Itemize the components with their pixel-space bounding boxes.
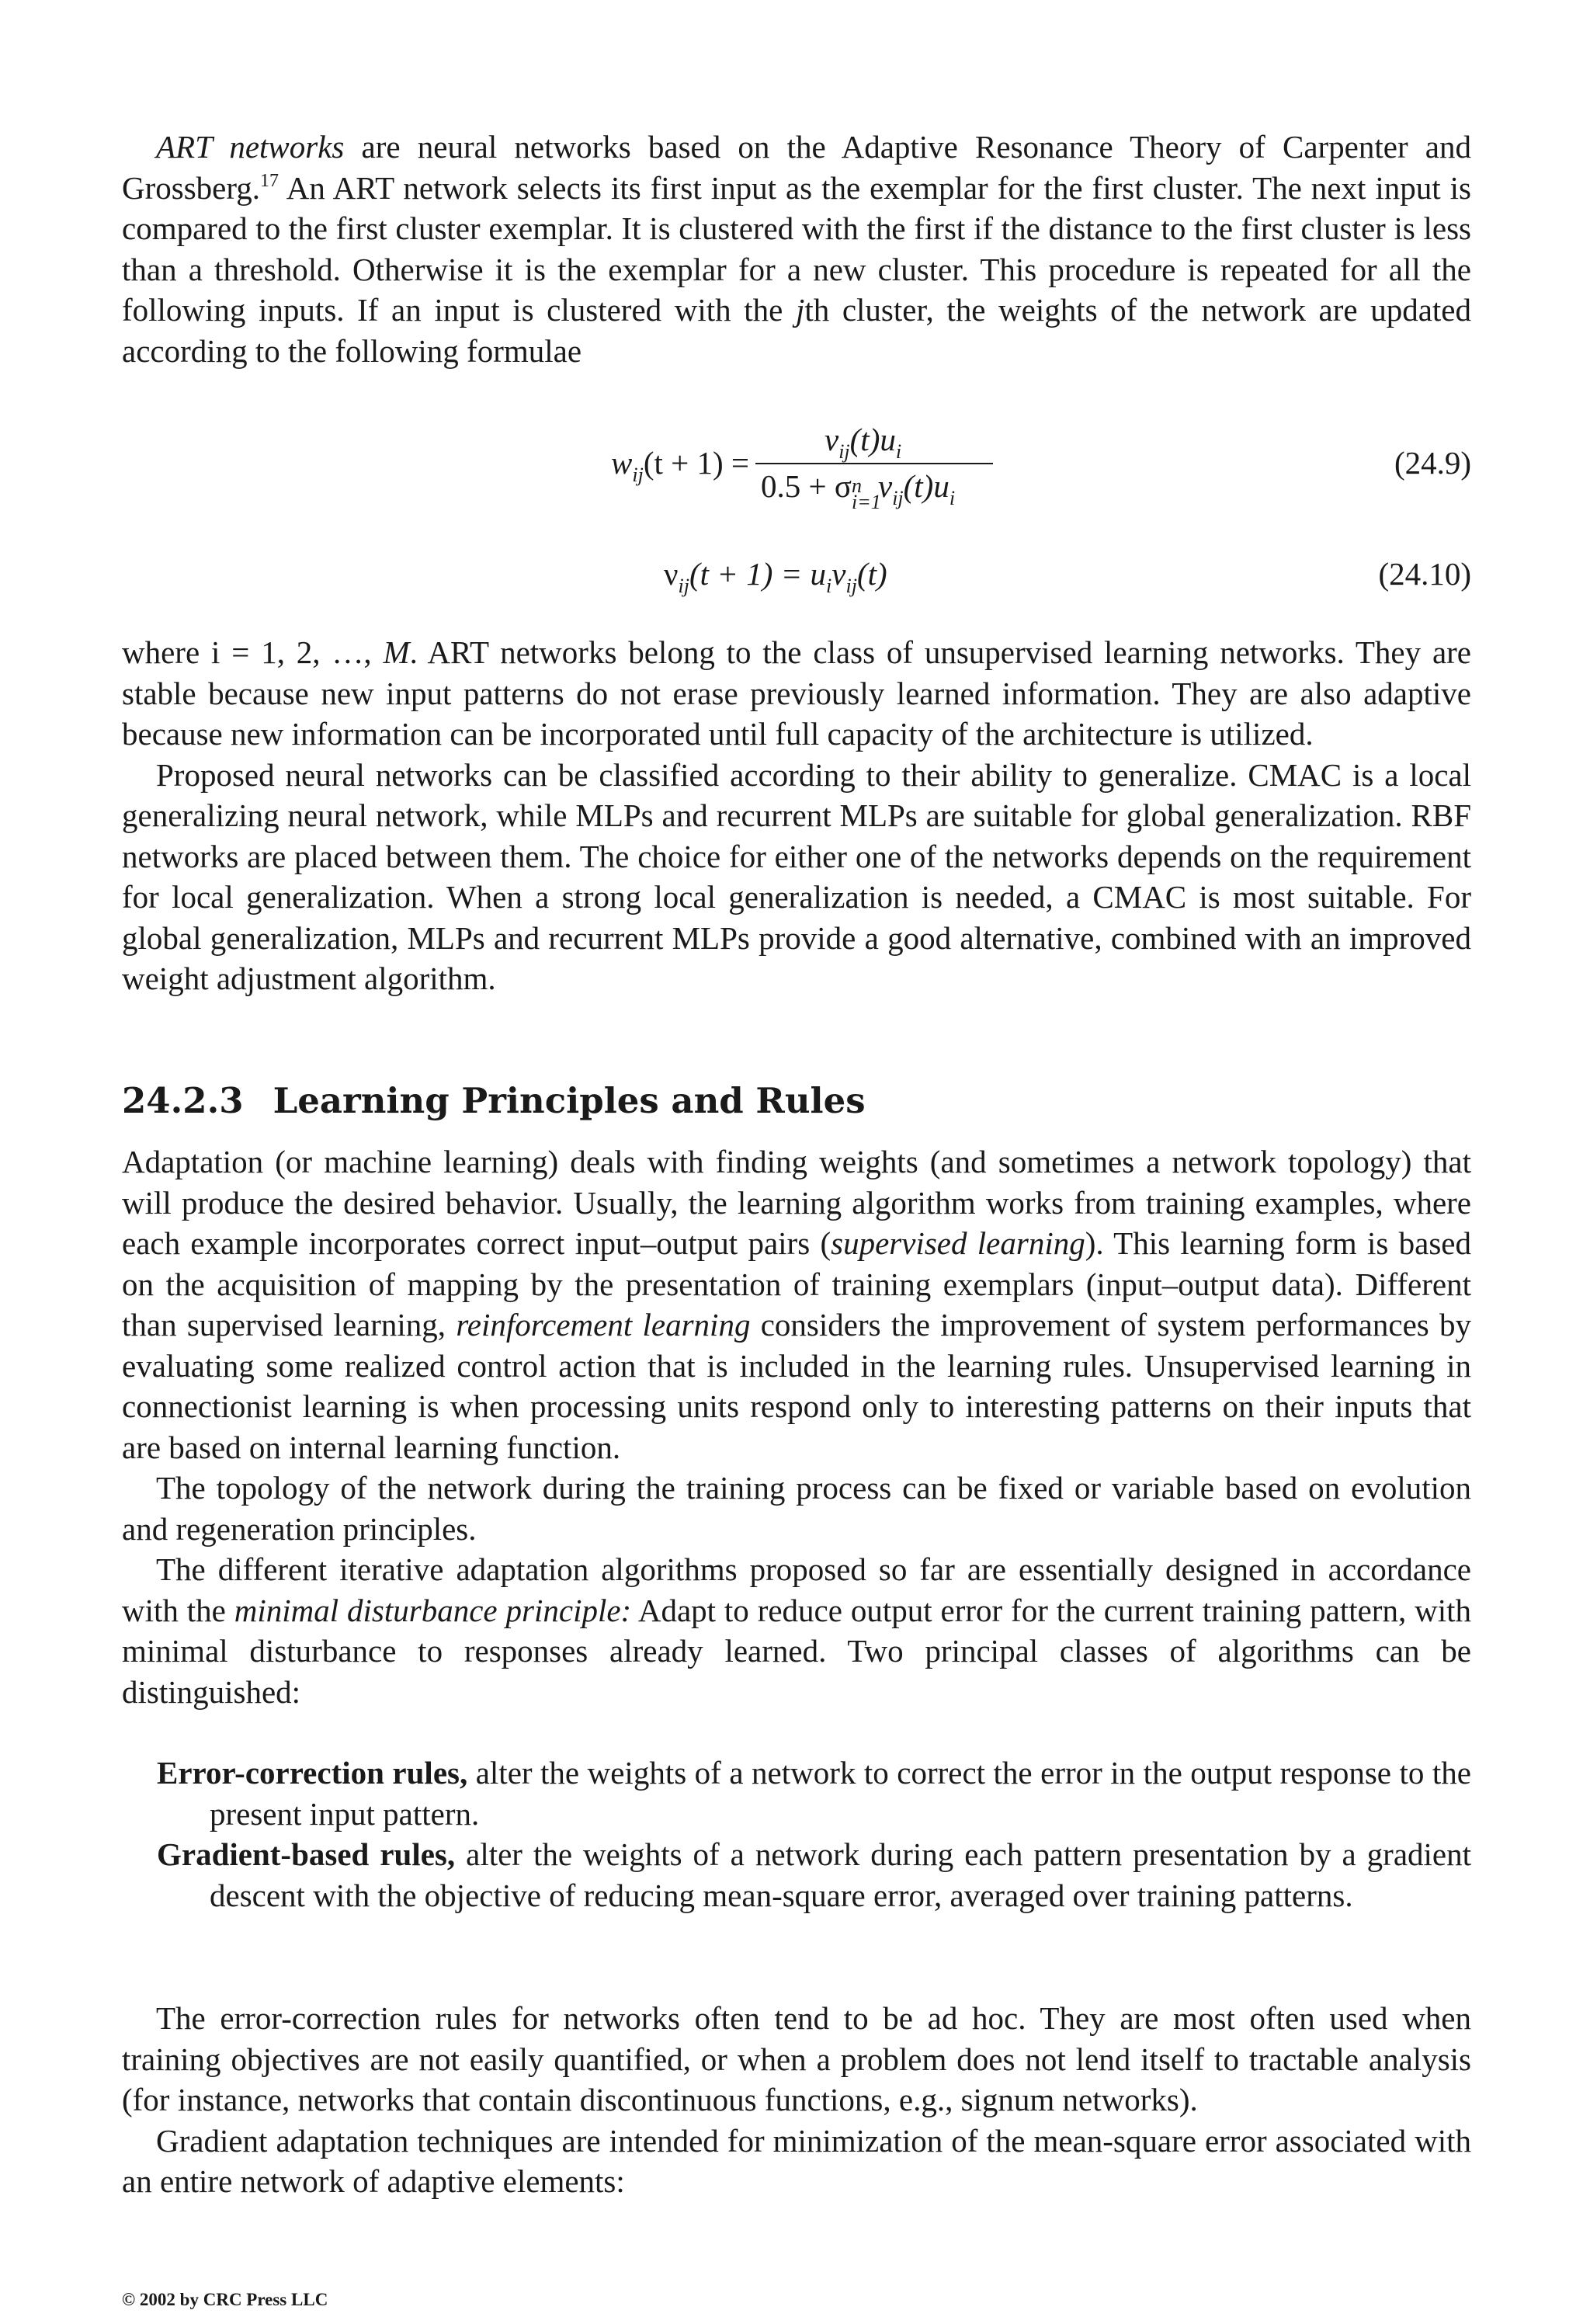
- math-subscript: i=1: [851, 491, 881, 513]
- math-subscript: ij: [845, 575, 857, 597]
- list-item: [122, 1753, 1471, 1834]
- section-number: 24.2.3: [122, 1080, 244, 1121]
- math-text: (t): [856, 556, 887, 592]
- paragraph-adaptation-algorithms: [122, 1549, 1471, 1712]
- math-symbol: ν: [664, 556, 679, 592]
- body-text-block-4: [122, 1998, 1471, 2202]
- equation-24-10: [122, 554, 1471, 597]
- text-run: th cluster, the weights of the network are updated according to the following formulae: [122, 292, 1471, 369]
- italic-term: supervised learning: [831, 1225, 1085, 1261]
- section-heading: [122, 1079, 866, 1123]
- rule-term: Error-correction rules,: [157, 1755, 468, 1791]
- math-text: (t + 1) = u: [689, 556, 827, 592]
- footnote-reference: 17: [260, 170, 279, 191]
- equation-24-9: [122, 419, 1471, 513]
- math-symbol: v: [831, 556, 846, 592]
- paragraph-gradient: Gradient adaptation techniques are intended for minimization of the mean-square error associated with an entire network of adaptive elements:: [122, 2122, 1471, 2199]
- rule-term: Gradient-based rules,: [157, 1836, 456, 1872]
- paragraph-where: [122, 632, 1471, 755]
- math-subscript: ij: [838, 440, 850, 463]
- body-text-block-1: [122, 127, 1471, 371]
- text-run: Adaptation (or machine learning) deals with finding weights (and sometimes a network topology) that will produce the desired behavior. Usually, the learning algorithm works from training examples, where each example incorporates correct input–output pairs (: [122, 1144, 1471, 1261]
- paragraph-generalization: Proposed neural networks can be classified according to their ability to generalize. CMAC is a local generalizing neural network, while MLPs and recurrent MLPs are suitable for global generalization. RBF networks are placed between them. The choice for either one of the networks depends on the requirement for local generalization. When a strong local generalization is needed, a CMAC is most suitable. For global generalization, MLPs and recurrent MLPs provide a good alternative, combined with an improved weight adjustment algorithm.: [122, 756, 1471, 996]
- math-symbol: v: [825, 422, 839, 457]
- math-symbol: w: [611, 445, 633, 481]
- paragraph-topology: The topology of the network during the training process can be fixed or variable based on evolution and regeneration principles.: [122, 1470, 1471, 1547]
- math-subscript: i: [826, 575, 832, 597]
- math-subscript: ij: [632, 464, 644, 486]
- fraction-bar: [755, 463, 993, 464]
- text-run: The different iterative adaptation algorithms proposed so far are essentially designed in accordance with the: [122, 1551, 1471, 1628]
- math-text: 0.5 + σ: [761, 468, 852, 504]
- rules-list: [122, 1753, 1471, 1916]
- text-run: Adapt to reduce output error for the current training pattern, with minimal disturbance to responses already learned. Two principal classes of algorithms can be distinguished:: [122, 1592, 1471, 1710]
- body-text-block-2: [122, 632, 1471, 999]
- math-subscript: i: [895, 440, 902, 463]
- math-superscript: n: [851, 474, 862, 497]
- italic-term: ART networks: [156, 129, 345, 165]
- math-subscript: ij: [678, 575, 689, 597]
- list-item: [122, 1834, 1471, 1916]
- math-text: (t + 1) =: [643, 445, 750, 481]
- math-subscript: ij: [892, 487, 904, 509]
- paragraph-art-networks: [122, 127, 1471, 371]
- copyright-footer: © 2002 by CRC Press LLC: [122, 2290, 328, 2309]
- math-symbol: v: [877, 468, 893, 504]
- text-run: are neural networks based on the Adaptive Resonance Theory of Carpenter and Grossberg.: [122, 129, 1471, 206]
- text-run: considers the improvement of system performances by evaluating some realized control action that is included in the learning rules. Unsupervised learning in connectionist learning is when processing units respond only to interesting patterns on their inputs that are based on internal learning function.: [122, 1307, 1471, 1465]
- paragraph-error-correction: The error-correction rules for networks often tend to be ad hoc. They are most often used when training objectives are not easily quantified, or when a problem does not lend itself to tractable analysis (for instance, networks that contain discontinuous functions, e.g., signum networks).: [122, 2000, 1471, 2117]
- fraction-numerator: [825, 419, 902, 463]
- math-text: (t)u: [849, 422, 896, 457]
- math-text: (t)u: [903, 468, 949, 504]
- body-text-block-3: [122, 1141, 1471, 1712]
- italic-term: reinforcement learning: [456, 1307, 751, 1343]
- italic-term: minimal disturbance principle:: [234, 1592, 632, 1628]
- italic-variable: j: [795, 292, 805, 328]
- equation-number: (24.9): [1394, 445, 1471, 481]
- fraction-denominator: [761, 466, 956, 513]
- paragraph-adaptation: [122, 1141, 1471, 1468]
- italic-variable: M: [383, 634, 410, 670]
- rule-text: alter the weights of a network to correct the error in the output response to the present input pattern.: [210, 1755, 1471, 1832]
- section-title: Learning Principles and Rules: [273, 1080, 866, 1121]
- rule-text: alter the weights of a network during each pattern presentation by a gradient descent with the objective of reducing mean-square error, averaged over training patterns.: [210, 1836, 1471, 1913]
- text-run: . ART networks belong to the class of unsupervised learning networks. They are stable because new input patterns do not erase previously learned information. They are also adaptive because new information can be incorporated until full capacity of the architecture is utilized.: [122, 634, 1471, 752]
- text-run: ). This learning form is based on the acquisition of mapping by the presentation of training exemplars (input–output data). Different than supervised learning,: [122, 1225, 1471, 1343]
- equation-number: (24.10): [1378, 556, 1471, 592]
- math-subscript: i: [949, 487, 956, 509]
- text-run: An ART network selects its first input as the exemplar for the first cluster. The next input is compared to the first cluster exemplar. It is clustered with the first if the distance to the first cluster is less than a threshold. Otherwise it is the exemplar for a new cluster. This procedure is repeated for all the following inputs. If an input is clustered with the: [122, 169, 1471, 328]
- equation-body: [664, 554, 887, 595]
- text-run: where i = 1, 2, …,: [122, 634, 384, 670]
- equation-lhs: [611, 443, 749, 484]
